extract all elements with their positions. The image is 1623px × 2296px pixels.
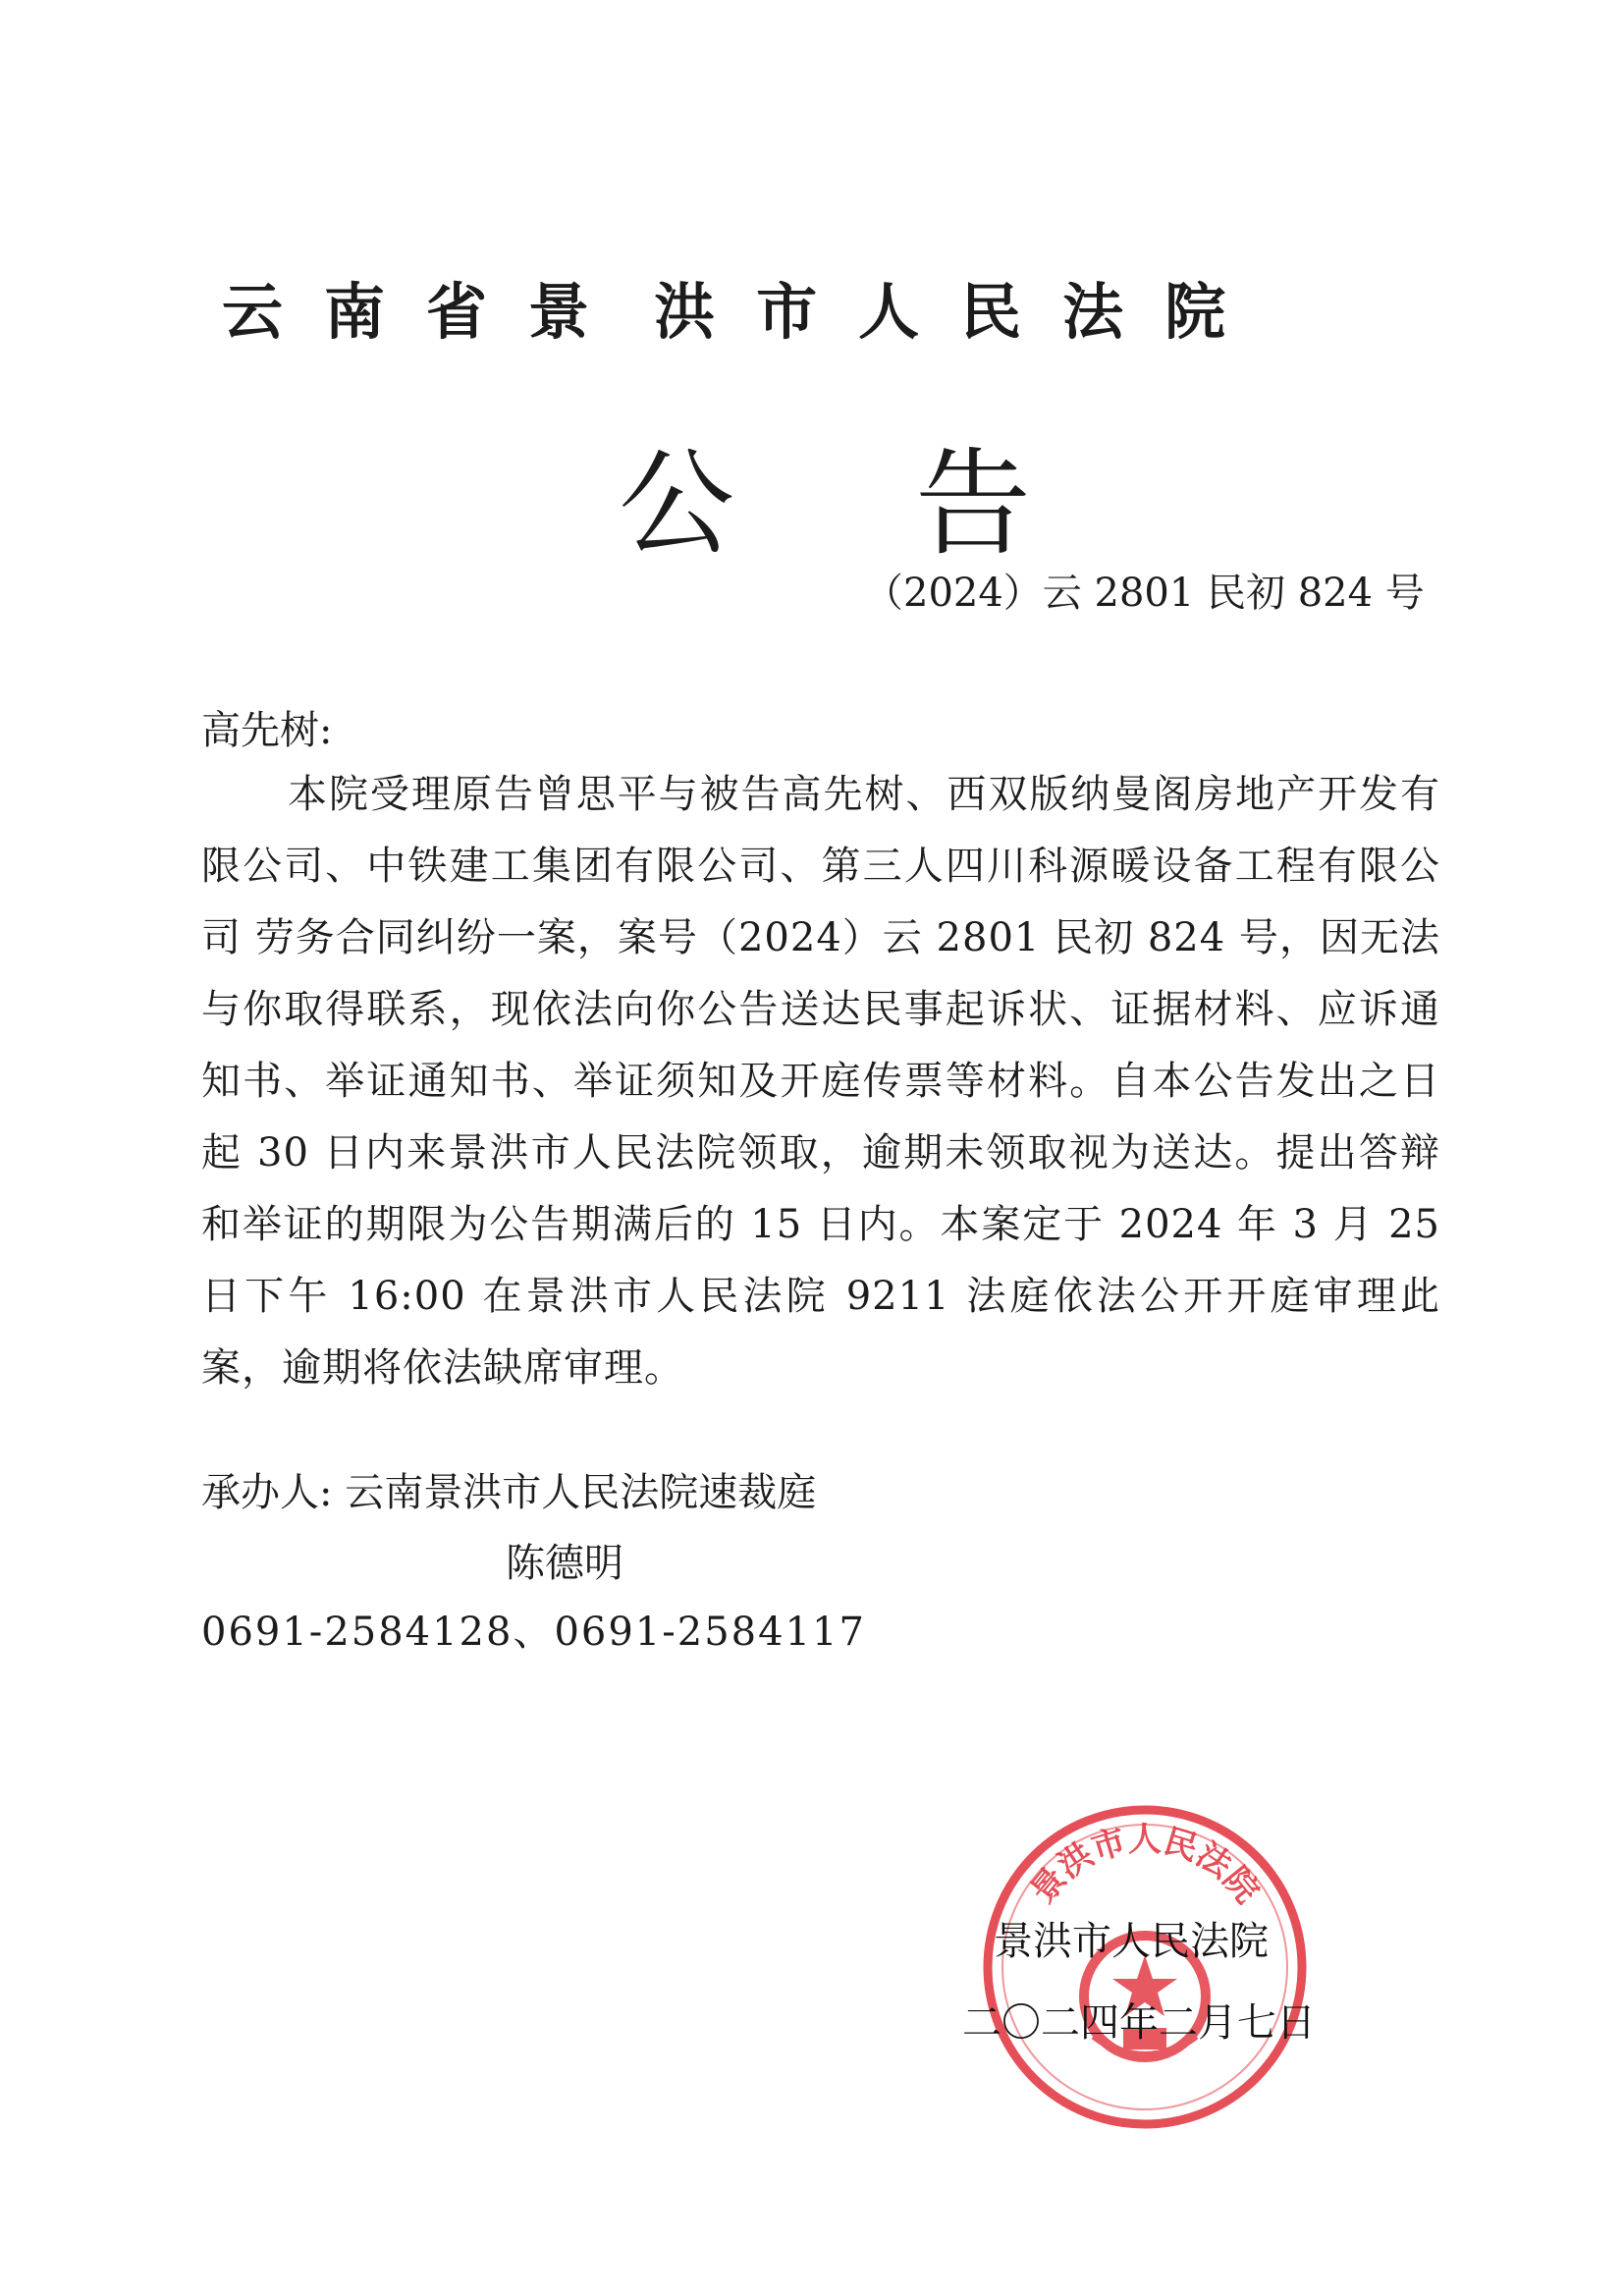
document-title-char: 告 bbox=[914, 436, 1031, 572]
court-name-char: 南 bbox=[324, 276, 386, 348]
court-seal-stamp bbox=[978, 1800, 1312, 2134]
document-title bbox=[619, 410, 1031, 577]
court-name-char: 法 bbox=[1062, 276, 1124, 348]
court-name-char: 洪 bbox=[654, 276, 716, 348]
court-name-char: 景 bbox=[528, 276, 590, 348]
addressee: 高先树: bbox=[201, 708, 333, 753]
court-name-char: 人 bbox=[858, 276, 920, 348]
handler-line: 承办人: 云南景洪市人民法院速裁庭 bbox=[201, 1470, 817, 1515]
court-name-char: 省 bbox=[426, 276, 488, 348]
document-title-char: 公 bbox=[619, 436, 735, 572]
court-name-heading bbox=[222, 263, 1420, 351]
svg-text:景洪市人民法院: 景洪市人民法院 bbox=[1023, 1820, 1267, 1911]
case-number: （2024）云 2801 民初 824 号 bbox=[864, 571, 1425, 616]
handler-phones: 0691-2584128、0691-2584117 bbox=[201, 1610, 866, 1655]
notice-body: 本院受理原告曾思平与被告高先树、西双版纳曼阁房地产开发有限公司、中铁建工集团有限公司、第三人四川科源暖设备工程有限公司 劳务合同纠纷一案，案号（2024）云 2801 民初 824 号，因无法与你取得联系，现依法向你公告送达民事起诉状、证据材料、应诉通知书、举证通知书、举证须知及开庭传票等材料。自本公告发出之日起 30 日内来景洪市人民法院领取，逾期未领取视为送达。提出答辩和举证的期限为公告期满后的 15 日内。本案定于 2024 年 3 月 25 日下午 16:00 在景洪市人民法院 9211 法庭依法公开开庭审理此案，逾期将依法缺席审理。 bbox=[201, 772, 1440, 1391]
court-name-char: 市 bbox=[756, 276, 818, 348]
signature-court-name: 景洪市人民法院 bbox=[994, 1919, 1269, 1964]
signature-date: 二〇二四年二月七日 bbox=[962, 2000, 1316, 2046]
court-name-char: 云 bbox=[222, 276, 284, 348]
handler-name: 陈德明 bbox=[506, 1541, 623, 1586]
court-name-char: 民 bbox=[960, 276, 1022, 348]
court-name-char: 院 bbox=[1164, 276, 1226, 348]
